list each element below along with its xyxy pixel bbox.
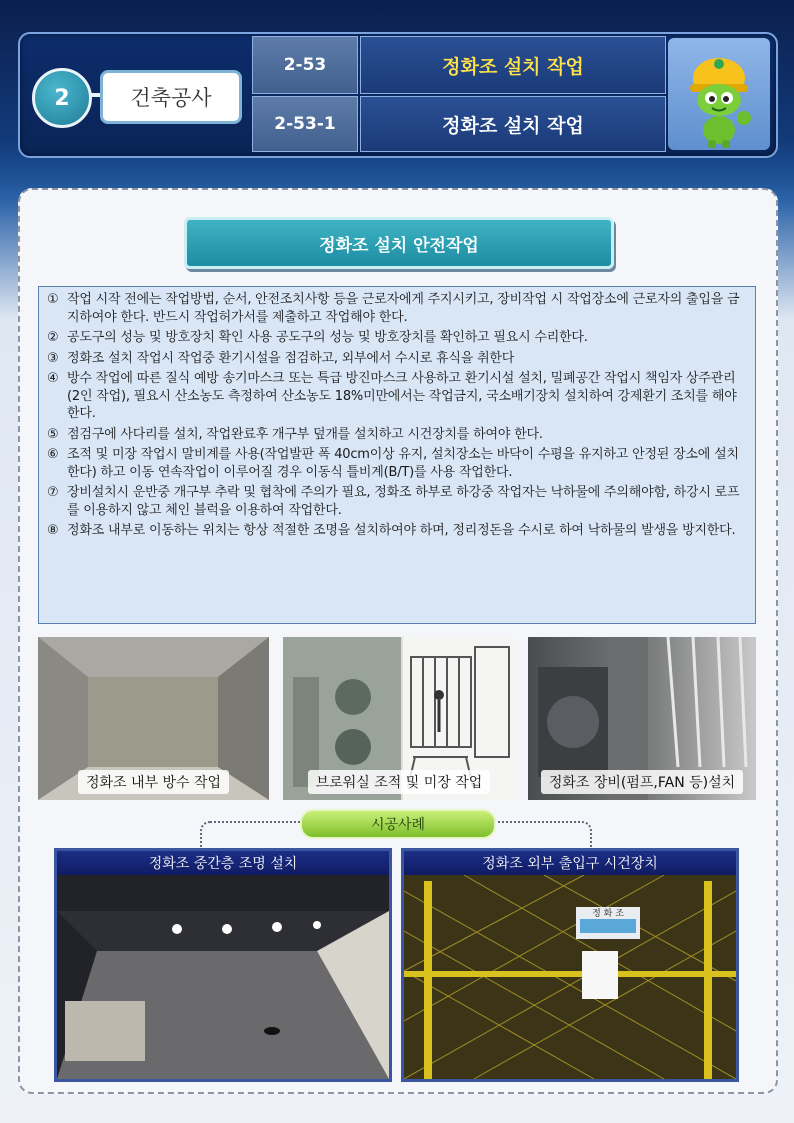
rule-item [47, 522, 747, 540]
rule-marker: ⑦ [47, 485, 59, 500]
rule-item [47, 370, 747, 423]
photo-waterproofing [38, 637, 269, 800]
rule-text: 정화조 설치 작업시 작업중 환기시설을 점검하고, 외부에서 수시로 휴식을 취한다 [67, 350, 515, 366]
case-entrance-lock [401, 848, 739, 1082]
safety-rules-box [38, 286, 756, 624]
safety-section-title: 정화조 설치 안전작업 [184, 217, 614, 269]
case-lighting [54, 848, 392, 1082]
photo-equipment [528, 637, 756, 800]
chapter-title: 건축공사 [100, 70, 242, 124]
rule-marker: ① [47, 292, 59, 307]
rule-text: 방수 작업에 따른 질식 예방 송기마스크 또는 특급 방진마스크 사용하고 환기시설 설치, 밀폐공간 작업시 책임자 상주관리(2인 작업), 필요시 산소농도 측정하여 산소농도 18%미만에서는 작업금지, 국소배기장치 설치하여 강제환기 조치를 해야 한다. [67, 371, 737, 421]
subsection-title-header: 정화조 설치 작업 [360, 96, 666, 152]
rule-marker: ② [47, 330, 59, 345]
case-title: 정화조 외부 출입구 시건장치 [404, 851, 736, 875]
safety-mascot-icon [668, 38, 770, 150]
rule-item [47, 329, 747, 347]
rule-marker: ⑧ [47, 523, 59, 538]
photo-caption: 브로워실 조적 및 미장 작업 [308, 770, 491, 794]
rule-item [47, 426, 747, 444]
rule-text: 작업 시작 전에는 작업방법, 순서, 안전조치사항 등을 근로자에게 주지시키고, 장비작업 시 작업장소에 근로자의 출입을 금지하여야 한다. 반드시 작업허가서를 제출하고 작업해야 한다. [67, 292, 740, 325]
rule-marker: ③ [47, 350, 59, 366]
section-code: 2-53 [252, 36, 358, 94]
tank-sign-label: 정 화 조 [592, 909, 624, 919]
rule-item [47, 291, 747, 326]
photo-caption: 정화조 내부 방수 작업 [78, 770, 229, 794]
rule-item [47, 484, 747, 519]
lighting-photo-illustration [57, 851, 389, 1079]
rule-marker: ⑤ [47, 426, 59, 442]
example-label: 시공사례 [300, 809, 496, 839]
rule-text: 장비설치시 운반중 개구부 추락 및 협착에 주의가 필요, 정화조 하부로 하강중 작업자는 낙하물에 주의해야함, 하강시 로프를 이용하지 않고 체인 블럭을 이용하여 작업한다. [67, 485, 740, 518]
case-title: 정화조 중간층 조명 설치 [57, 851, 389, 875]
chapter-number-badge: 2 [32, 68, 92, 128]
rule-text: 공도구의 성능 및 방호장치 확인 사용 공도구의 성능 및 방호장치를 확인하고 필요시 수리한다. [67, 330, 588, 345]
locked-gate-illustration [404, 851, 736, 1079]
rule-item [47, 446, 747, 481]
photo-blower-room [283, 637, 515, 800]
rule-marker: ⑥ [47, 447, 59, 462]
rule-text: 정화조 내부로 이동하는 위치는 항상 적절한 조명을 설치하여야 하며, 정리정돈을 수시로 하여 낙하물의 발생을 방지한다. [67, 523, 736, 538]
rule-text: 점검구에 사다리를 설치, 작업완료후 개구부 덮개를 설치하고 시건장치를 하여야 한다. [67, 426, 543, 442]
rule-item [47, 350, 747, 368]
section-title-header: 정화조 설치 작업 [360, 36, 666, 94]
rule-text: 조적 및 미장 작업시 말비계를 사용(작업발판 폭 40cm이상 유지, 설치장소는 바닥이 수평을 유지하고 안정된 장소에 설치한다) 하고 이동 연속작업이 이루어질 경우 이동식 틀비계(B/T)를 사용 작업한다. [67, 447, 739, 480]
photo-caption: 정화조 장비(펌프,FAN 등)설치 [541, 770, 743, 794]
subsection-code: 2-53-1 [252, 96, 358, 152]
mascot-icon [668, 38, 770, 150]
rule-marker: ④ [47, 371, 59, 386]
